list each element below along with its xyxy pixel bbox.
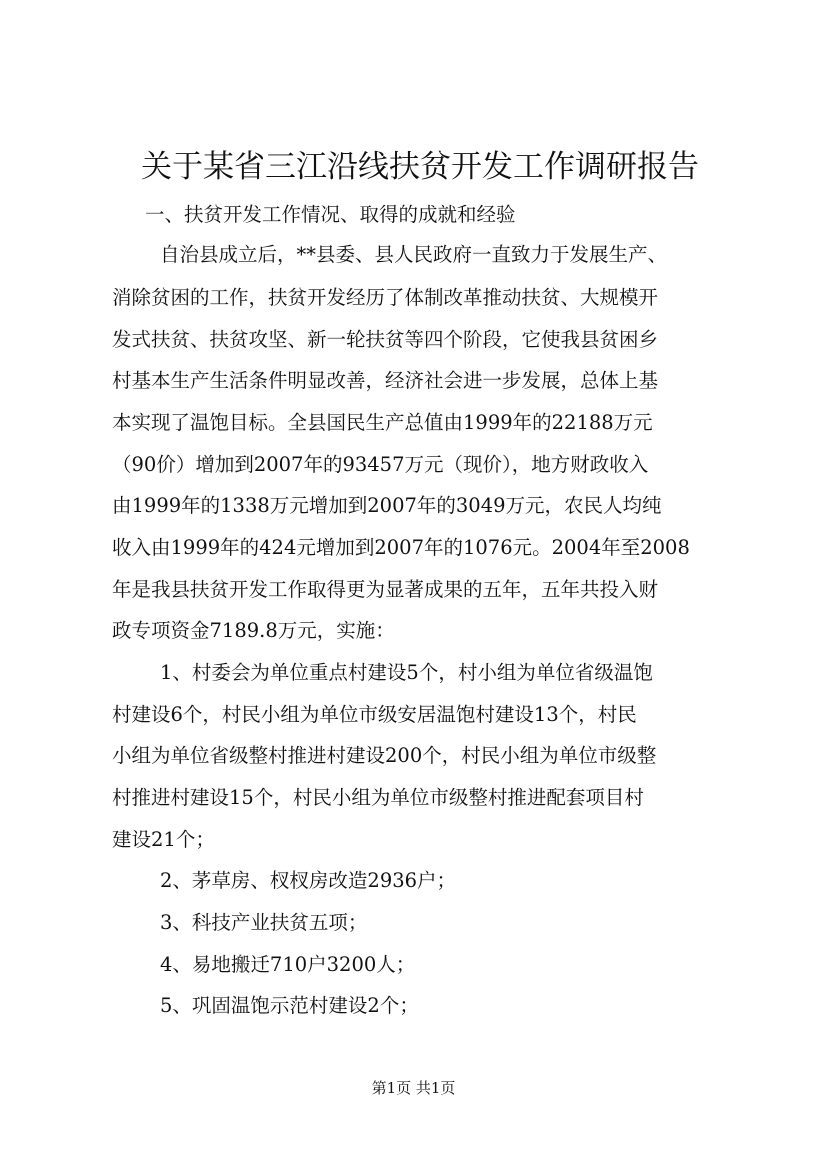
- document-title: 关于某省三江沿线扶贫开发工作调研报告: [141, 149, 699, 185]
- page-footer: 第1页 共1页: [371, 1079, 456, 1097]
- list-item-line: 村推进村建设15个，村民小组为单位市级整村推进配套项目村: [112, 786, 644, 809]
- list-item-line: 1、村委会为单位重点村建设5个，村小组为单位省级温饱: [160, 661, 653, 684]
- list-item: 4、易地搬迁710户3200人；: [160, 953, 416, 976]
- paragraph-line: 由1999年的1338万元增加到2007年的3049万元，农民人均纯: [112, 494, 662, 517]
- list-item: 2、茅草房、杈杈房改造2936户；: [160, 869, 457, 892]
- paragraph-line: 政专项资金7189.8万元，实施：: [112, 619, 395, 642]
- paragraph-line: 发式扶贫、扶贫攻坚、新一轮扶贫等四个阶段，它使我县贫困乡: [112, 328, 659, 351]
- list-item-line: 建设21个；: [112, 828, 215, 851]
- list-item: 3、科技产业扶贫五项；: [160, 911, 368, 934]
- paragraph-line: 村基本生产生活条件明显改善，经济社会进一步发展，总体上基: [112, 369, 659, 392]
- list-item-line: 村建设6个，村民小组为单位市级安居温饱村建设13个，村民: [112, 703, 637, 726]
- list-item: 5、巩固温饱示范村建设2个；: [160, 994, 419, 1017]
- paragraph-line: 收入由1999年的424元增加到2007年的1076元。2004年至2008: [112, 536, 690, 559]
- paragraph-line: 消除贫困的工作，扶贫开发经历了体制改革推动扶贫、大规模开: [112, 286, 659, 309]
- section-heading: 一、扶贫开发工作情况、取得的成就和经验: [145, 203, 516, 226]
- paragraph-line: （90价）增加到2007年的93457万元（现价），地方财政收入: [112, 453, 649, 476]
- paragraph-line: 年是我县扶贫开发工作取得更为显著成果的五年，五年共投入财: [112, 578, 659, 601]
- paragraph-line: 自治县成立后，**县委、县人民政府一直致力于发展生产、: [160, 243, 668, 266]
- list-item-line: 小组为单位省级整村推进村建设200个，村民小组为单位市级整: [112, 744, 657, 767]
- paragraph-line: 本实现了温饱目标。全县国民生产总值由1999年的22188万元: [112, 411, 653, 434]
